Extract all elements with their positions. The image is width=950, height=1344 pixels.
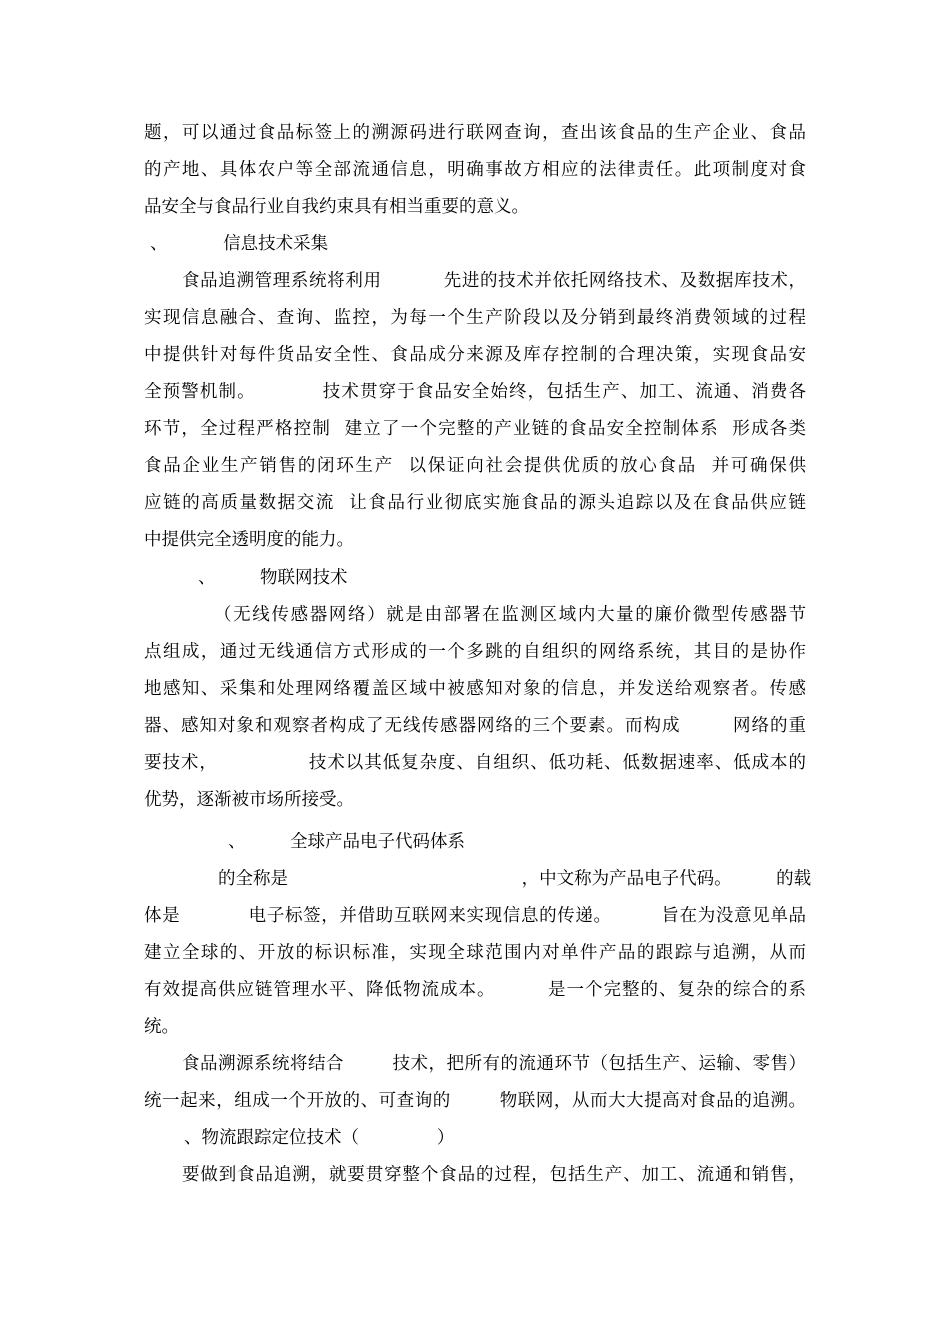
paragraph-line: 的产地、具体农户等全部流通信息，明确事故方相应的法律责任。此项制度对食	[144, 160, 806, 180]
paragraph-line: 食品溯源系统将结合 技术，把所有的流通环节（包括生产、运输、零售）	[182, 1054, 806, 1074]
paragraph-line: 统一起来，组成一个开放的、可查询的 物联网，从而大大提高对食品的追溯。	[144, 1091, 806, 1111]
paragraph-line: 要技术， 技术以其低复杂度、自组织、低功耗、低数据速率、低成本的	[144, 753, 806, 773]
paragraph-line: 点组成，通过无线通信方式形成的一个多跳的自组织的网络系统，其目的是协作	[144, 642, 806, 662]
paragraph-line: 题，可以通过食品标签上的溯源码进行联网查询，查出该食品的生产企业、食品	[144, 123, 806, 143]
paragraph-line: 优势，逐渐被市场所接受。	[144, 790, 354, 810]
paragraph-line: 环节，全过程严格控制 建立了一个完整的产业链的食品安全控制体系 形成各类	[144, 419, 806, 439]
paragraph-line: 器、感知对象和观察者构成了无线传感器网络的三个要素。而构成 网络的重	[144, 716, 806, 736]
paragraph-line: 有效提高供应链管理水平、降低物流成本。 是一个完整的、复杂的综合的系	[144, 980, 806, 1000]
paragraph-line: 中提供针对每件货品安全性、食品成分来源及库存控制的合理决策，实现食品安	[144, 345, 806, 365]
paragraph-line: 应链的高质量数据交流 让食品行业彻底实施食品的源头追踪以及在食品供应链	[144, 493, 806, 513]
paragraph-line: 统。	[144, 1017, 179, 1037]
paragraph-line: 体是 电子标签，并借助互联网来实现信息的传递。 旨在为没意见单品	[144, 906, 806, 926]
paragraph-line: 要做到食品追溯，就要贯穿整个食品的过程，包括生产、加工、流通和销售，	[182, 1165, 806, 1185]
paragraph-line: 食品企业生产销售的闭环生产 以保证向社会提供优质的放心食品 并可确保供	[144, 456, 806, 476]
paragraph-line: 食品追溯管理系统将利用 先进的技术并依托网络技术、及数据库技术，	[182, 271, 806, 291]
section-heading: 、物流跟踪定位技术（ ）	[184, 1128, 455, 1148]
paragraph-line: 全预警机制。 技术贯穿于食品安全始终，包括生产、加工、流通、消费各	[144, 382, 806, 402]
section-heading: 、 全球产品电子代码体系	[228, 832, 466, 852]
paragraph-line: （无线传感器网络）就是由部署在监测区域内大量的廉价微型传感器节	[214, 605, 806, 625]
section-heading: 、 信息技术采集	[150, 234, 329, 254]
paragraph-line: 建立全球的、开放的标识标准，实现全球范围内对单件产品的跟踪与追溯，从而	[144, 943, 806, 963]
paragraph-line: 品安全与食品行业自我约束具有相当重要的意义。	[144, 197, 529, 217]
paragraph-line: 的全称是 ，中文称为产品电子代码。 的载	[218, 869, 812, 889]
paragraph-line: 实现信息融合、查询、监控，为每一个生产阶段以及分销到最终消费领域的过程	[144, 308, 806, 328]
paragraph-line: 地感知、采集和处理网络覆盖区域中被感知对象的信息，并发送给观察者。传感	[144, 679, 806, 699]
section-heading: 、 物联网技术	[198, 568, 348, 588]
paragraph-line: 中提供完全透明度的能力。	[144, 530, 354, 550]
